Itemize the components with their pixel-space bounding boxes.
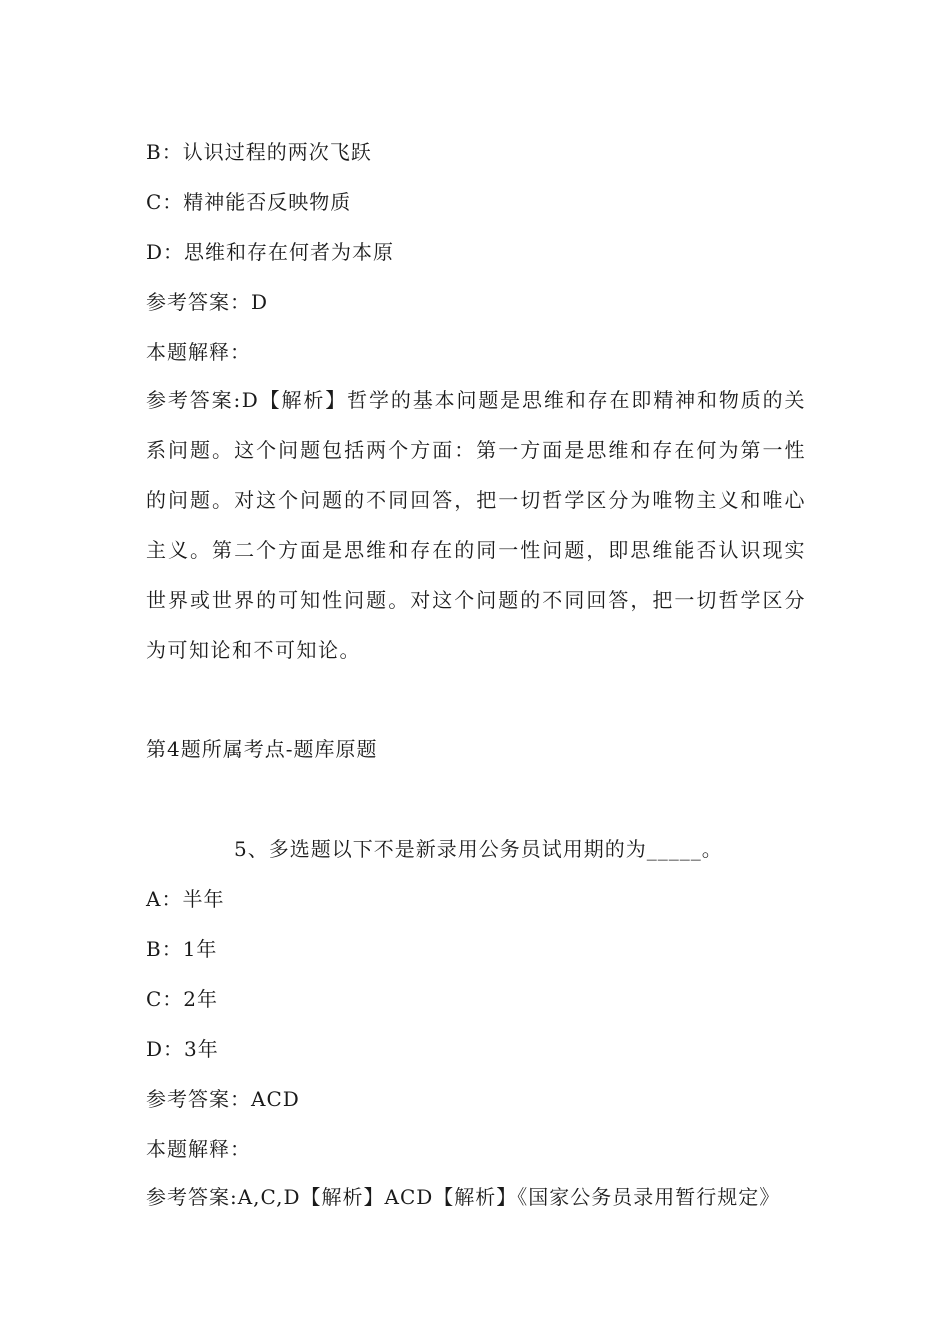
q5-answer: 参考答案：ACD: [146, 1087, 300, 1111]
q5-option-a: A：半年: [146, 887, 225, 911]
q4-explanation: 参考答案:D【解析】哲学的基本问题是思维和存在即精神和物质的关系问题。这个问题包括两个方面：第一方面是思维和存在何为第一性的问题。对这个问题的不同回答，把一切哲学区分为唯物主义和唯心主义。第二个方面是思维和存在的同一性问题，即思维能否认识现实世界或世界的可知性问题。对这个问题的不同回答，把一切哲学区分为可知论和不可知论。: [146, 388, 806, 662]
q4-answer: 参考答案：D: [146, 290, 269, 314]
q5-option-d: D：3年: [146, 1037, 219, 1061]
q5-explain-label: 本题解释：: [146, 1137, 251, 1161]
q4-option-b: B：认识过程的两次飞跃: [146, 140, 372, 164]
q4-option-c: C：精神能否反映物质: [146, 190, 352, 214]
q4-explain-label: 本题解释：: [146, 340, 251, 364]
q5-question: 5、多选题以下不是新录用公务员试用期的为_____。: [234, 837, 723, 861]
q4-option-d: D：思维和存在何者为本原: [146, 240, 395, 264]
q5-option-c: C：2年: [146, 987, 219, 1011]
q5-explanation: 参考答案:A,C,D【解析】ACD【解析】《国家公务员录用暂行规定》: [146, 1185, 781, 1209]
q5-option-b: B：1年: [146, 937, 218, 961]
q4-knowledge-point: 第4题所属考点-题库原题: [146, 737, 378, 761]
